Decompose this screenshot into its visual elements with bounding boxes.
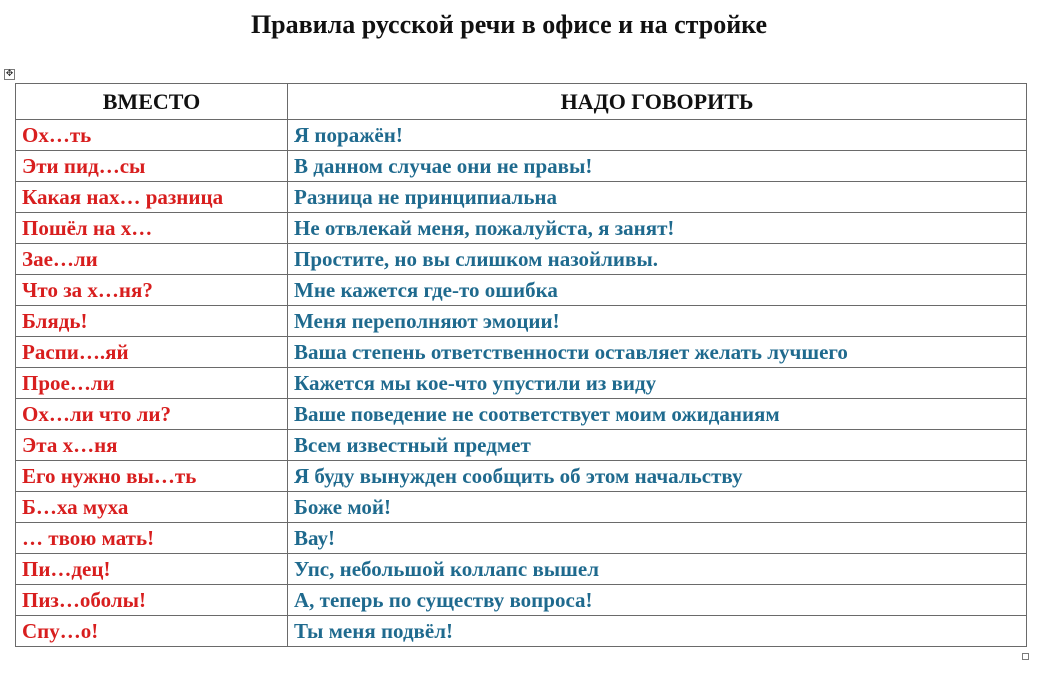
header-say: НАДО ГОВОРИТЬ: [288, 84, 1027, 120]
table-row: [16, 523, 1027, 554]
cell-instead: Прое…ли: [16, 368, 288, 399]
table-row: [16, 616, 1027, 647]
cell-say: В данном случае они не правы!: [288, 151, 1027, 182]
cell-instead: Эти пид…сы: [16, 151, 288, 182]
cell-say: Ваше поведение не соответствует моим ожиданиям: [288, 399, 1027, 430]
cell-instead: Ох…ли что ли?: [16, 399, 288, 430]
table-row: [16, 151, 1027, 182]
cell-say: Ты меня подвёл!: [288, 616, 1027, 647]
cell-instead: Пошёл на х…: [16, 213, 288, 244]
table-row: [16, 461, 1027, 492]
cell-instead: Блядь!: [16, 306, 288, 337]
table-row: [16, 213, 1027, 244]
cell-say: Ваша степень ответственности оставляет желать лучшего: [288, 337, 1027, 368]
page-title: Правила русской речи в офисе и на стройке: [250, 10, 768, 39]
cell-say: Вау!: [288, 523, 1027, 554]
cell-instead: Пиз…оболы!: [16, 585, 288, 616]
cell-instead: Спу…о!: [16, 616, 288, 647]
table-row: [16, 337, 1027, 368]
cell-instead: Зае…ли: [16, 244, 288, 275]
cell-instead: Эта х…ня: [16, 430, 288, 461]
cell-say: Всем известный предмет: [288, 430, 1027, 461]
cell-instead: Пи…дец!: [16, 554, 288, 585]
cell-say: Упс, небольшой коллапс вышел: [288, 554, 1027, 585]
table-row: [16, 182, 1027, 213]
cell-say: Мне кажется где-то ошибка: [288, 275, 1027, 306]
table-row: [16, 554, 1027, 585]
cell-say: Я поражён!: [288, 120, 1027, 151]
header-instead: ВМЕСТО: [16, 84, 288, 120]
phrase-table: [15, 83, 1027, 647]
table-resize-handle-icon[interactable]: [1022, 653, 1029, 660]
cell-say: Разница не принципиальна: [288, 182, 1027, 213]
cell-say: Простите, но вы слишком назойливы.: [288, 244, 1027, 275]
cell-say: Я буду вынужден сообщить об этом начальству: [288, 461, 1027, 492]
cell-say: Не отвлекай меня, пожалуйста, я занят!: [288, 213, 1027, 244]
cell-say: Боже мой!: [288, 492, 1027, 523]
cell-instead: Что за х…ня?: [16, 275, 288, 306]
cell-instead: Распи….яй: [16, 337, 288, 368]
table-row: [16, 368, 1027, 399]
cell-say: Меня переполняют эмоции!: [288, 306, 1027, 337]
table-row: [16, 399, 1027, 430]
table-row: [16, 120, 1027, 151]
cell-instead: Его нужно вы…ть: [16, 461, 288, 492]
cell-instead: Какая нах… разница: [16, 182, 288, 213]
table-row: [16, 244, 1027, 275]
table-header-row: [16, 84, 1027, 120]
table-move-handle-icon[interactable]: ✥: [5, 69, 14, 79]
cell-say: Кажется мы кое-что упустили из виду: [288, 368, 1027, 399]
table-row: [16, 275, 1027, 306]
table-row: [16, 430, 1027, 461]
cell-instead: Ох…ть: [16, 120, 288, 151]
cell-instead: … твою мать!: [16, 523, 288, 554]
cell-instead: Б…ха муха: [16, 492, 288, 523]
table-row: [16, 306, 1027, 337]
table-row: [16, 492, 1027, 523]
cell-say: А, теперь по существу вопроса!: [288, 585, 1027, 616]
table-row: [16, 585, 1027, 616]
